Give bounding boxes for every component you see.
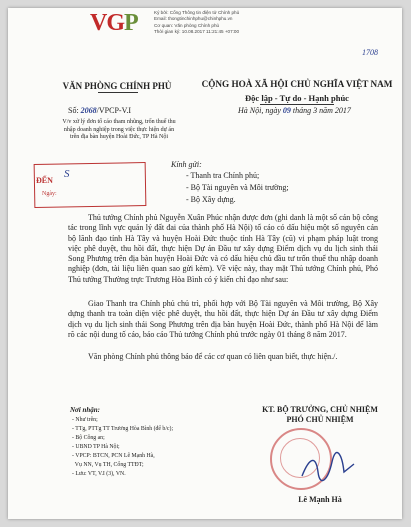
noi-nhan-item: Vụ NN, Vụ TH, Cổng TTĐT; bbox=[72, 462, 144, 468]
incoming-stamp-number: S bbox=[64, 168, 70, 180]
noi-nhan-item: - VPCP: BTCN, PCN Lê Mạnh Hà, bbox=[72, 453, 155, 459]
kinh-gui: Kính gửi: bbox=[171, 160, 202, 169]
signature-line: Ký bởi: Cổng Thông tin điện tử Chính phủ bbox=[154, 10, 240, 15]
vgp-logo-right: P bbox=[124, 10, 138, 36]
incoming-stamp bbox=[34, 162, 147, 208]
document-subject: V/v xử lý đơn tố cáo tham nhũng, trốn thuế thu nhập doanh nghiệp trong việc thực hiện dự án trên địa bàn huyện Hoài Đức, TP Hà Nội bbox=[62, 119, 176, 141]
divider bbox=[98, 92, 138, 93]
recipient: - Bộ Tài nguyên và Môi trường; bbox=[186, 183, 289, 192]
document-date: Hà Nội, ngày 09 tháng 3 năm 2017 bbox=[238, 106, 351, 115]
noi-nhan-item: - TTg, PTTg TT Trương Hòa Bình (để b/c); bbox=[72, 426, 174, 432]
noi-nhan-item: - UBND TP Hà Nội; bbox=[72, 444, 120, 450]
document-number: Số: 2068/VPCP-V.I bbox=[68, 106, 131, 115]
noi-nhan-item: - Lưu: VT, V.I (3), VN. bbox=[72, 471, 126, 477]
national-motto: Độc lập - Tự do - Hạnh phúc bbox=[245, 93, 349, 103]
signer-name: Lê Mạnh Hà bbox=[298, 495, 342, 504]
document-page bbox=[8, 8, 402, 519]
signer-title: KT. BỘ TRƯỞNG, CHỦ NHIỆM PHÓ CHỦ NHIỆM bbox=[262, 405, 378, 424]
recipient: - Bộ Xây dựng. bbox=[186, 195, 236, 204]
body-paragraph: Văn phòng Chính phủ thông báo để các cơ quan có liên quan biết, thực hiện./. bbox=[88, 352, 338, 361]
digital-signature-info bbox=[154, 10, 284, 35]
incoming-stamp-date: Ngày: bbox=[42, 191, 57, 197]
signature-line: Thời gian ký: 10.08.2017 11:21:45 +07:00 bbox=[154, 28, 240, 34]
recipient: - Thanh tra Chính phủ; bbox=[186, 171, 260, 180]
signature-icon bbox=[298, 450, 358, 486]
body-paragraph: Giao Thanh tra Chính phủ chủ trì, phối hợp với Bộ Tài nguyên và Môi trường, Bộ Xây dựng thanh tra toàn diện việc phê duyệt, thu hồi đất, thực hiện Dự án Đầu tư xây dựng Điểm dịch vụ du lịch sinh thái Song Phương trên địa bàn huyện Hoài Đức, thành phố Hà Nội để làm rõ các nội dung tố cáo, báo cáo Thủ tướng Chính phủ trước ngày 01 tháng 8 năm 2017. bbox=[68, 299, 378, 339]
national-title: CỘNG HOÀ XÃ HỘI CHỦ NGHĨA VIỆT NAM bbox=[201, 79, 393, 89]
handwritten-number: 1708 bbox=[362, 48, 378, 57]
noi-nhan-item: - Bộ Công an; bbox=[72, 435, 105, 441]
noi-nhan-title: Nơi nhận: bbox=[70, 406, 101, 414]
signature-line: Email: thongtinchinhphu@chinhphu.vn bbox=[154, 16, 233, 22]
vgp-logo-left: VG bbox=[90, 10, 124, 36]
incoming-stamp-label: ĐẾN bbox=[36, 176, 53, 185]
issuing-agency: VĂN PHÒNG CHÍNH PHỦ bbox=[62, 81, 172, 91]
divider bbox=[260, 104, 334, 105]
signature-line: Cơ quan: Văn phòng Chính phủ bbox=[154, 22, 220, 28]
vgp-logo bbox=[90, 10, 138, 37]
body-paragraph: Thủ tướng Chính phủ Nguyễn Xuân Phúc nhận được đơn (ghi danh là một số cán bộ công tác trong lĩnh vực quản lý đất đai của thành phố Hà Nội) tố cáo có dấu hiệu một số nguyên cán bộ lãnh đạo tỉnh Hà Tây và huyện Hoài Đức thuộc tỉnh Hà Tây (cũ) vi phạm pháp luật trong việc phê duyệt, thu hồi đất, thực hiện Dự án Đầu tư xây dựng Điểm dịch vụ du lịch sinh thái Song Phương trên địa bàn huyện Hoài Đức và có dấu hiệu chủ đầu tư trốn thuế thu nhập doanh nghiệp (đơn, tài liệu liên quan sao gửi kèm). Về việc này, thay mặt Thủ tướng Chính phủ, Phó Thủ tướng Thường trực Trương Hòa Bình có ý kiến chỉ đạo như sau: bbox=[68, 213, 378, 284]
noi-nhan-item: - Như trên; bbox=[72, 417, 98, 423]
